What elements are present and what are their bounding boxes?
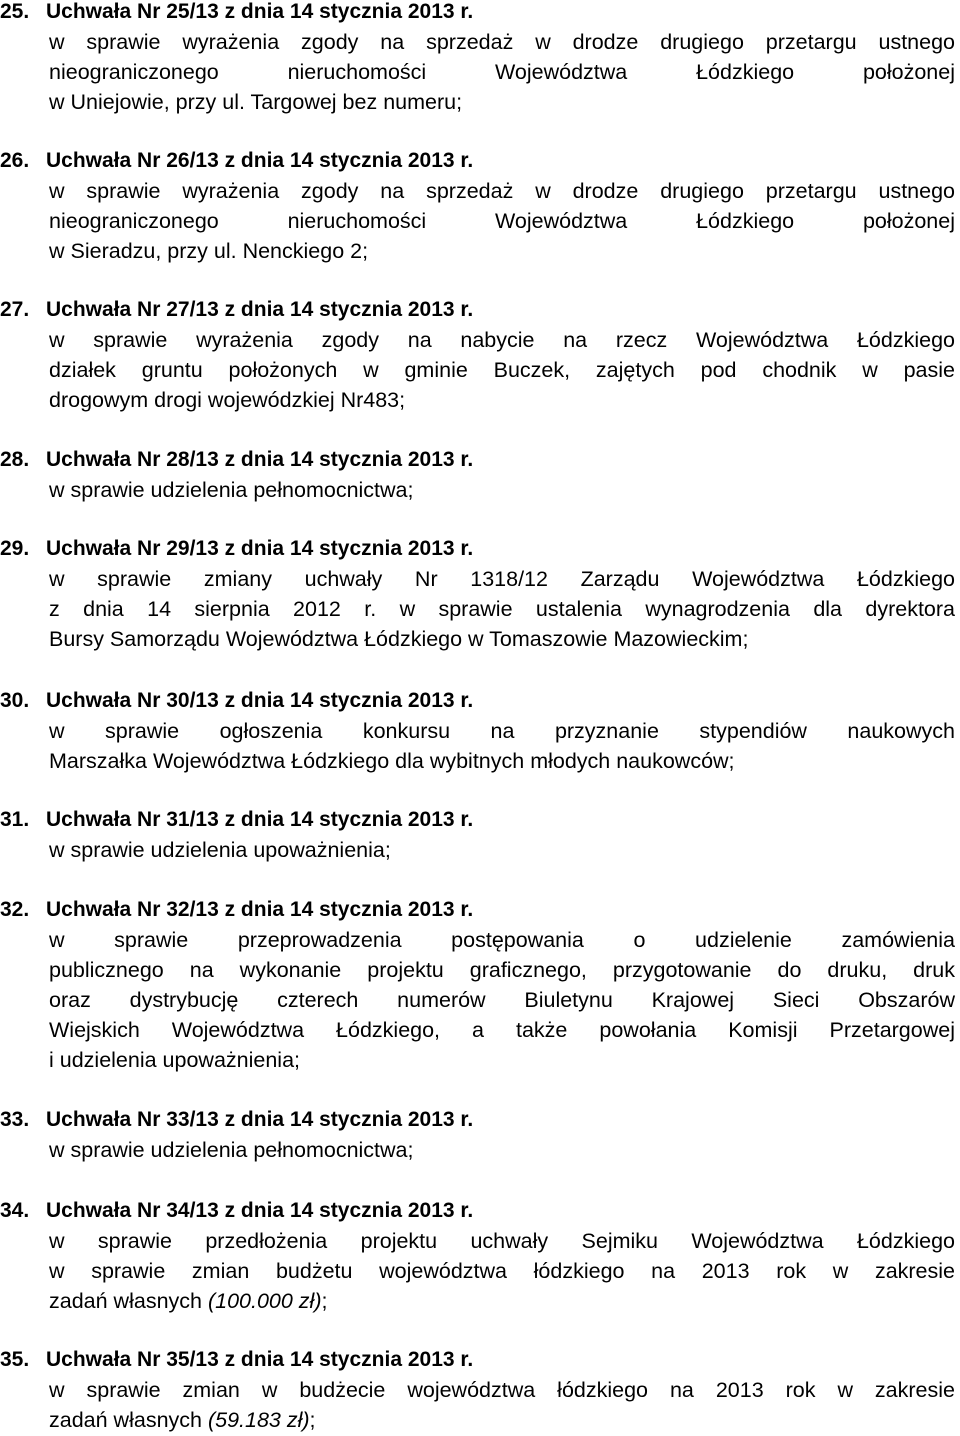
description-line (49, 1286, 955, 1316)
description-text: zadań własnych (49, 1289, 208, 1313)
resolution-heading (0, 146, 473, 176)
resolution-description (49, 27, 955, 117)
resolution-title: Uchwała Nr 33/13 z dnia 14 stycznia 2013 r. (46, 1108, 474, 1131)
description-line: w sprawie udzielenia upoważnienia; (49, 838, 391, 862)
description-text: ; (321, 1289, 328, 1313)
resolution-description (49, 1226, 955, 1316)
resolution-title: Uchwała Nr 30/13 z dnia 14 stycznia 2013 r. (46, 689, 474, 712)
description-line: w Sieradzu, przy ul. Nenckiego 2; (49, 239, 369, 263)
resolution-description (49, 325, 955, 415)
resolution-number: 25. (0, 0, 30, 23)
resolution-number: 35. (0, 1348, 30, 1371)
resolution-title: Uchwała Nr 35/13 z dnia 14 stycznia 2013 r. (46, 1348, 474, 1371)
resolution-description (49, 176, 955, 266)
resolution-number: 31. (0, 808, 30, 831)
resolution-description (49, 716, 955, 776)
resolution-title: Uchwała Nr 27/13 z dnia 14 stycznia 2013 r. (46, 298, 474, 321)
resolution-title: Uchwała Nr 32/13 z dnia 14 stycznia 2013 r. (46, 898, 474, 921)
description-line: w sprawie zmiany uchwały Nr 1318/12 Zarządu Województwa Łódzkiego (49, 567, 955, 591)
resolution-heading (0, 1105, 473, 1135)
description-line: i udzielenia upoważnienia; (49, 1048, 301, 1072)
description-line: nieograniczonego nieruchomości Województwa Łódzkiego położonej (49, 209, 955, 233)
resolution-heading (0, 895, 473, 925)
description-line (49, 1405, 955, 1435)
description-line: w sprawie wyrażenia zgody na sprzedaż w drodze drugiego przetargu ustnego (49, 179, 955, 203)
description-line: oraz dystrybucję czterech numerów Biuletynu Krajowej Sieci Obszarów (49, 988, 955, 1012)
description-line: z dnia 14 sierpnia 2012 r. w sprawie ustalenia wynagrodzenia dla dyrektora (49, 597, 955, 621)
resolution-title: Uchwała Nr 29/13 z dnia 14 stycznia 2013 r. (46, 537, 474, 560)
resolution-description (49, 564, 955, 654)
resolution-description (49, 1375, 955, 1435)
description-line: w sprawie udzielenia pełnomocnictwa; (49, 1138, 414, 1162)
amount-value: (100.000 zł) (207, 1289, 322, 1313)
description-line: w Uniejowie, przy ul. Targowej bez numeru; (49, 90, 463, 114)
description-line: w sprawie przeprowadzenia postępowania o udzielenie zamówienia (49, 928, 955, 952)
description-line: w sprawie zmian w budżecie województwa łódzkiego na 2013 rok w zakresie (49, 1378, 955, 1402)
resolution-number: 30. (0, 689, 30, 712)
description-line: Wiejskich Województwa Łódzkiego, a także powołania Komisji Przetargowej (49, 1018, 955, 1042)
resolution-title: Uchwała Nr 26/13 z dnia 14 stycznia 2013 r. (46, 149, 474, 172)
description-line: Bursy Samorządu Województwa Łódzkiego w Tomaszowie Mazowieckim; (49, 627, 749, 651)
description-line: działek gruntu położonych w gminie Buczek, zajętych pod chodnik w pasie (49, 358, 955, 382)
resolution-number: 27. (0, 298, 30, 321)
description-line: publicznego na wykonanie projektu graficznego, przygotowanie do druku, druk (49, 958, 955, 982)
description-line: Marszałka Województwa Łódzkiego dla wybitnych młodych naukowców; (49, 749, 735, 773)
description-line: w sprawie udzielenia pełnomocnictwa; (49, 478, 414, 502)
resolution-number: 29. (0, 537, 30, 560)
resolution-heading (0, 1345, 473, 1375)
description-line: w sprawie przedłożenia projektu uchwały Sejmiku Województwa Łódzkiego (49, 1229, 955, 1253)
description-line: w sprawie wyrażenia zgody na nabycie na rzecz Województwa Łódzkiego (49, 328, 955, 352)
resolution-number: 34. (0, 1199, 30, 1222)
resolution-title: Uchwała Nr 28/13 z dnia 14 stycznia 2013 r. (46, 448, 474, 471)
description-text: zadań własnych (49, 1408, 208, 1432)
resolution-title: Uchwała Nr 31/13 z dnia 14 stycznia 2013 r. (46, 808, 474, 831)
description-line: drogowym drogi wojewódzkiej Nr483; (49, 388, 406, 412)
amount-value: (59.183 zł) (207, 1408, 310, 1432)
description-line: w sprawie ogłoszenia konkursu na przyznanie stypendiów naukowych (49, 719, 955, 743)
resolution-title: Uchwała Nr 34/13 z dnia 14 stycznia 2013 r. (46, 1199, 474, 1222)
resolution-title: Uchwała Nr 25/13 z dnia 14 stycznia 2013 r. (46, 0, 474, 23)
resolution-number: 32. (0, 898, 30, 921)
resolution-heading (0, 295, 473, 325)
resolution-heading (0, 1196, 473, 1226)
description-line: w sprawie wyrażenia zgody na sprzedaż w drodze drugiego przetargu ustnego (49, 30, 955, 54)
resolution-description (49, 475, 955, 505)
resolution-number: 28. (0, 448, 30, 471)
resolution-description (49, 1135, 955, 1165)
resolution-description (49, 925, 955, 1075)
resolution-heading (0, 686, 473, 716)
description-line: w sprawie zmian budżetu województwa łódzkiego na 2013 rok w zakresie (49, 1259, 955, 1283)
resolution-number: 33. (0, 1108, 30, 1131)
resolution-heading (0, 445, 473, 475)
resolution-number: 26. (0, 149, 30, 172)
description-line: nieograniczonego nieruchomości Województwa Łódzkiego położonej (49, 60, 955, 84)
resolution-description (49, 835, 955, 865)
description-text: ; (309, 1408, 316, 1432)
resolution-heading (0, 0, 473, 27)
resolution-heading (0, 534, 473, 564)
resolution-heading (0, 805, 473, 835)
